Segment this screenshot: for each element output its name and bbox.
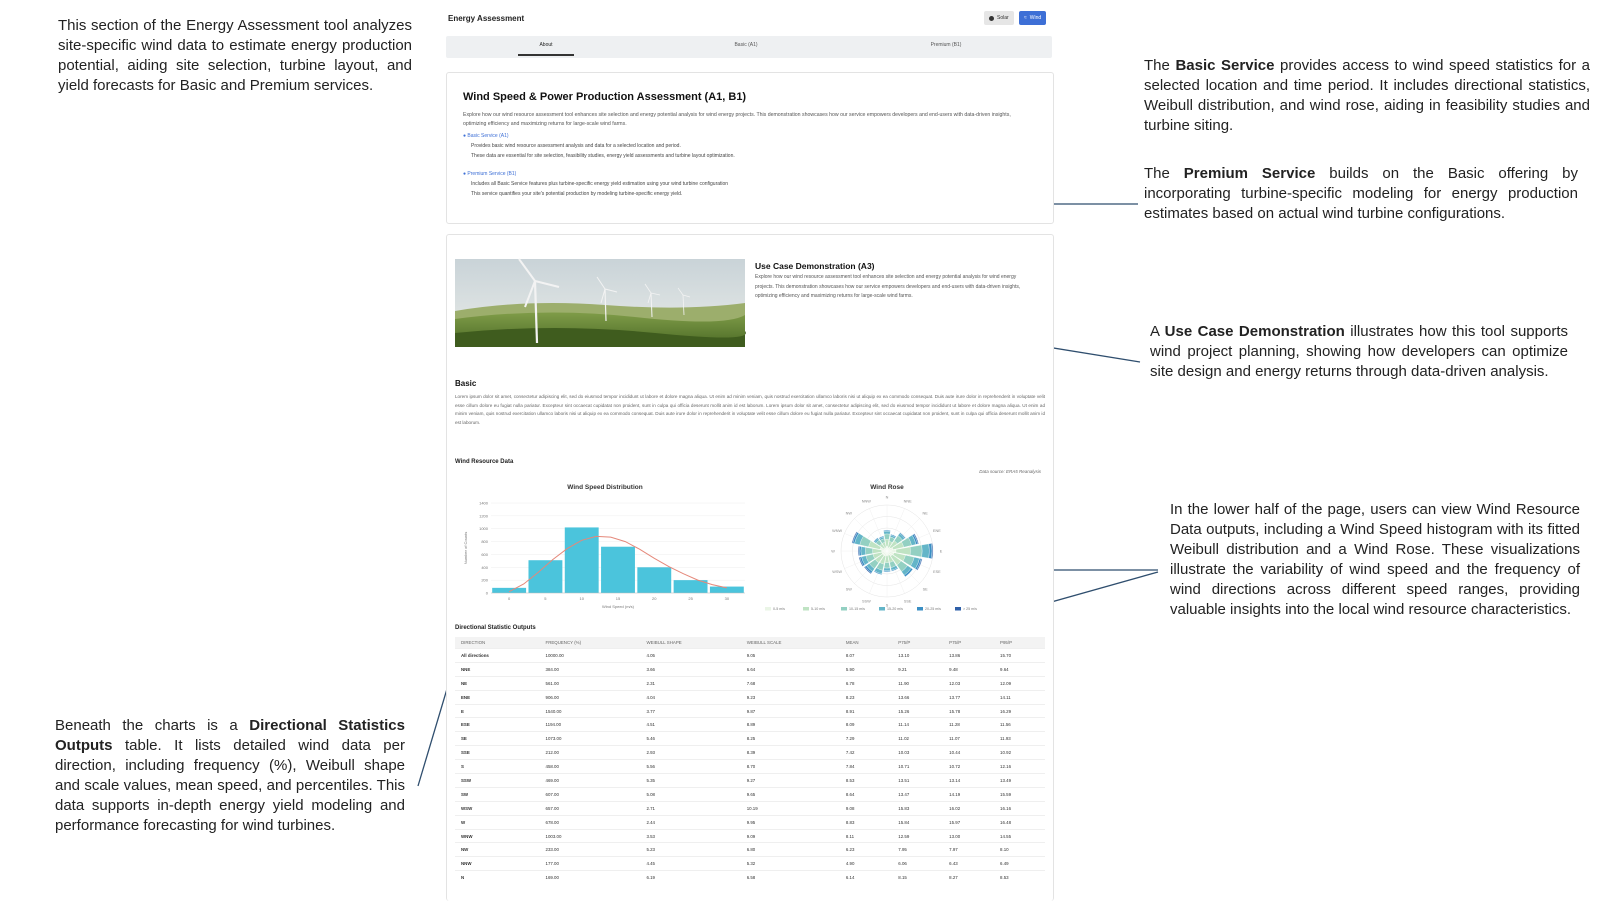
- rose-direction-label: E: [939, 549, 943, 554]
- wind-label: Wind: [1029, 15, 1042, 21]
- rose-sector: [884, 531, 891, 534]
- table-cell: 6.49: [994, 857, 1045, 871]
- rose-sector: [884, 568, 891, 571]
- rose-legend-label: 15-20 m/s: [887, 607, 903, 611]
- table-row: [455, 801, 1045, 815]
- table-row: [455, 787, 1045, 801]
- table-cell: 8.25: [741, 732, 840, 746]
- tab-basic[interactable]: Basic (A1): [734, 42, 758, 48]
- tab-about[interactable]: About: [516, 42, 576, 48]
- table-cell: 7.29: [840, 732, 892, 746]
- table-header-cell: WEIBULL SCALE: [741, 637, 840, 649]
- x-tick-label: 30: [724, 596, 730, 601]
- note-table-post: table. It lists detailed wind data per direction, including frequency (%), Weibull shape and scale values, mean speed, and percentiles. This data supports in-depth energy yield modeling and performance forecasting for wind turbines.: [55, 737, 405, 834]
- table-cell: 8.07: [840, 649, 892, 663]
- basic-service-item: [463, 131, 735, 161]
- table-cell: SW: [455, 787, 540, 801]
- rose-legend-swatch: [955, 607, 961, 611]
- wind-farm-illustration: [455, 259, 745, 347]
- table-cell: 2.44: [640, 815, 740, 829]
- table-cell: 8.39: [741, 746, 840, 760]
- rose-sector: [910, 545, 922, 557]
- rose-legend-label: 20-25 m/s: [925, 607, 941, 611]
- table-row: [455, 704, 1045, 718]
- wind-speed-histogram: [455, 481, 755, 615]
- basic-heading: Basic: [455, 379, 477, 388]
- table-cell: S: [455, 760, 540, 774]
- rose-sector: [883, 530, 890, 531]
- assessment-intro: Explore how our wind resource assessment tool enhances site selection and energy potential analysis for wind energy projects. This demonstration showcases how our service empowers developers and end-users with data-driven insights, optimizing efficiency and maximizing returns for large-scale wind farms.: [463, 112, 1011, 127]
- table-cell: WNW: [455, 829, 540, 843]
- use-case-card: [446, 234, 1054, 901]
- table-row: [455, 676, 1045, 690]
- note-intro: This section of the Energy Assessment tool analyzes site-specific wind data to estimate energy production potential, aiding site selection, turbine layout, and yield forecasts for Basic and Premium services.: [58, 17, 412, 94]
- table-cell: 11.56: [994, 718, 1045, 732]
- x-tick-label: 15: [615, 596, 621, 601]
- x-tick-label: 0: [508, 596, 511, 601]
- y-tick-label: 1200: [479, 513, 488, 519]
- table-cell: 9.65: [741, 787, 840, 801]
- table-cell: 10.03: [892, 746, 943, 760]
- table-body: [455, 649, 1045, 885]
- table-header-cell: MEAN: [840, 637, 892, 649]
- basic-description: Lorem ipsum dolor sit amet, consectetur adipiscing elit, sed do eiusmod tempor incididunt ut labore et dolore magna aliqua. Ut enim ad minim veniam, quis nostrud exercitation ullamco laboris nisi ut aliquip ex ea commodo consequat. Duis aute irure dolor in reprehenderit in voluptate velit esse cillum dolore eu fugiat nulla pariatur. Excepteur sint occaecat cupidatat non proident, sunt in culpa qui officia deserunt mollit anim id est laborum. Lorem ipsum dolor sit amet, consectetur adipiscing elit, sed do eiusmod tempor incididunt ut labore et dolore magna aliqua. Ut enim ad minim veniam, quis nostrud exercitation ullamco laboris nisi ut aliquip ex ea commodo consequat. Duis aute irure dolor in reprehenderit in voluptate velit esse cillum dolore eu fugiat nulla pariatur. Excepteur sint occaecat cupidatat non proident, sunt in culpa qui officia deserunt mollit anim id est laborum.: [455, 394, 1045, 425]
- table-cell: 8.11: [840, 829, 892, 843]
- table-cell: 9.08: [840, 801, 892, 815]
- table-cell: 5.08: [640, 787, 740, 801]
- table-cell: 14.19: [943, 787, 994, 801]
- table-cell: 8.53: [994, 871, 1045, 884]
- table-cell: NNE: [455, 662, 540, 676]
- table-cell: 169.00: [540, 871, 641, 884]
- table-cell: 8.15: [892, 871, 943, 884]
- table-row: [455, 732, 1045, 746]
- table-cell: 1003.00: [540, 829, 641, 843]
- table-row: [455, 871, 1045, 884]
- rose-direction-label: NE: [922, 511, 928, 516]
- rose-legend-label: 10-15 m/s: [849, 607, 865, 611]
- rose-legend-swatch: [765, 607, 771, 611]
- y-tick-label: 400: [481, 564, 488, 570]
- table-cell: 906.00: [540, 690, 641, 704]
- table-cell: 10000.00: [540, 649, 641, 663]
- table-cell: 15.83: [892, 801, 943, 815]
- top-bar: [446, 8, 1052, 32]
- table-cell: 9.48: [943, 662, 994, 676]
- table-cell: 10.72: [943, 760, 994, 774]
- x-axis-label: Wind Speed (m/s): [601, 604, 635, 609]
- rose-direction-label: SSW: [862, 599, 871, 604]
- table-cell: 15.97: [943, 815, 994, 829]
- note-charts: In the lower half of the page, users can view Wind Resource Data outputs, including a Wind Speed histogram with its fitted Weibull distribution and a Wind Rose. These visualizations illustrate the variability of wind speed and the frequency of wind directions across different speed ranges, providing valuable insights into the local wind resource characteristics.: [1170, 501, 1580, 618]
- rose-legend-label: > 25 m/s: [963, 607, 977, 611]
- rose-legend-swatch: [803, 607, 809, 611]
- table-cell: 13.77: [943, 690, 994, 704]
- table-cell: 6.80: [741, 843, 840, 857]
- histogram-bar: [601, 547, 635, 593]
- table-cell: 15.78: [943, 704, 994, 718]
- solar-label: Solar: [997, 15, 1009, 21]
- y-tick-label: 1400: [479, 500, 488, 506]
- table-cell: 16.16: [994, 801, 1045, 815]
- table-cell: 8.10: [994, 843, 1045, 857]
- table-cell: 7.97: [943, 843, 994, 857]
- rose-direction-label: NNW: [861, 499, 871, 504]
- rose-sector: [883, 571, 890, 572]
- table-cell: NE: [455, 676, 540, 690]
- y-tick-label: 1000: [479, 526, 488, 532]
- table-row: [455, 760, 1045, 774]
- table-cell: All directions: [455, 649, 540, 663]
- rose-direction-label: WNW: [832, 528, 843, 533]
- energy-assessment-app: [446, 8, 1052, 900]
- y-tick-label: 200: [481, 577, 488, 583]
- x-tick-label: 10: [579, 596, 584, 601]
- table-cell: 2.31: [640, 676, 740, 690]
- table-cell: 6.64: [741, 662, 840, 676]
- directional-table-heading: Directional Statistic Outputs: [455, 625, 536, 631]
- table-cell: 9.27: [741, 774, 840, 788]
- note-premium-bold: Premium Service: [1183, 165, 1316, 182]
- table-cell: 10.19: [741, 801, 840, 815]
- rose-direction-label: WSW: [832, 570, 842, 575]
- table-cell: 6.23: [840, 843, 892, 857]
- table-cell: 4.90: [840, 857, 892, 871]
- table-cell: 469.00: [540, 774, 641, 788]
- table-row: [455, 843, 1045, 857]
- table-cell: 3.66: [640, 662, 740, 676]
- histogram-bar: [674, 580, 708, 593]
- table-row: [455, 857, 1045, 871]
- tab-bar: [446, 36, 1052, 58]
- table-cell: 177.00: [540, 857, 641, 871]
- table-cell: 6.14: [840, 871, 892, 884]
- table-cell: 11.02: [892, 732, 943, 746]
- table-cell: 9.64: [994, 662, 1045, 676]
- table-cell: 11.93: [994, 732, 1045, 746]
- table-row: [455, 718, 1045, 732]
- note-premium-pre: The: [1144, 165, 1184, 182]
- table-cell: 8.91: [840, 704, 892, 718]
- basic-service-line1: Provides basic wind resource assessment analysis and data for a selected location and period.: [471, 143, 681, 149]
- note-basic-bold: Basic Service: [1175, 57, 1275, 74]
- table-header-cell: P75/P: [892, 637, 943, 649]
- tab-premium[interactable]: Premium (B1): [930, 42, 962, 48]
- table-row: [455, 829, 1045, 843]
- rose-sector: [929, 543, 932, 558]
- table-cell: 13.47: [892, 787, 943, 801]
- y-axis-label: Number of Counts: [463, 531, 468, 565]
- table-cell: 12.16: [994, 760, 1045, 774]
- table-cell: 9.87: [741, 704, 840, 718]
- rose-direction-label: ENE: [932, 528, 941, 533]
- rose-direction-label: ESE: [933, 570, 941, 575]
- table-cell: 13.66: [892, 690, 943, 704]
- rose-legend-label: 0-5 m/s: [773, 607, 785, 611]
- table-cell: 14.55: [994, 829, 1045, 843]
- table-cell: SSE: [455, 746, 540, 760]
- basic-service-title: ● Basic Service (A1): [463, 131, 735, 141]
- note-basic-pre: The: [1144, 57, 1176, 74]
- sun-icon: [989, 16, 994, 21]
- rose-sector: [884, 563, 890, 569]
- table-cell: SE: [455, 732, 540, 746]
- table-cell: 4.51: [640, 718, 740, 732]
- assessment-card: [446, 72, 1054, 224]
- table-row: [455, 746, 1045, 760]
- table-header-cell: P75/P: [943, 637, 994, 649]
- table-row: [455, 774, 1045, 788]
- note-usecase-post: illustrates how this tool supports wind project planning, showing how developers can optimize site design and energy returns through data-driven analysis.: [1150, 323, 1568, 380]
- table-cell: 8.83: [840, 815, 892, 829]
- use-case-title: Use Case Demonstration (A3): [755, 261, 875, 271]
- table-cell: 11.07: [943, 732, 994, 746]
- premium-service-item: [463, 169, 728, 199]
- table-cell: 233.00: [540, 843, 641, 857]
- table-cell: WSW: [455, 801, 540, 815]
- table-cell: 458.00: [540, 760, 641, 774]
- table-cell: 4.45: [640, 857, 740, 871]
- note-table-bold: Directional Statistics Outputs: [55, 717, 405, 754]
- rose-legend-swatch: [917, 607, 923, 611]
- histogram-title: Wind Speed Distribution: [567, 484, 643, 491]
- table-cell: 2.93: [640, 746, 740, 760]
- wind-rose-title: Wind Rose: [870, 484, 904, 491]
- wind-rose-chart: [773, 481, 1027, 615]
- table-cell: SSW: [455, 774, 540, 788]
- histogram-bar: [492, 588, 526, 593]
- table-cell: 12.09: [994, 676, 1045, 690]
- table-cell: 7.84: [840, 760, 892, 774]
- table-cell: E: [455, 704, 540, 718]
- rose-direction-label: NW: [845, 511, 852, 516]
- table-cell: 657.00: [540, 801, 641, 815]
- premium-service-line2: This service quantifies your site's potential production by modeling turbine-specific energy yield.: [471, 191, 683, 197]
- table-cell: 11.14: [892, 718, 943, 732]
- table-cell: 5.90: [840, 662, 892, 676]
- rose-sector: [861, 547, 866, 556]
- table-header-cell: DIRECTION: [455, 637, 540, 649]
- table-cell: 1540.00: [540, 704, 641, 718]
- note-usecase-pre: A: [1150, 323, 1165, 340]
- table-cell: ENE: [455, 690, 540, 704]
- rose-legend-label: 5-10 m/s: [811, 607, 825, 611]
- table-cell: 15.70: [994, 649, 1045, 663]
- table-cell: 3.53: [640, 829, 740, 843]
- table-cell: 16.02: [943, 801, 994, 815]
- table-cell: 8.27: [943, 871, 994, 884]
- table-cell: 16.48: [994, 815, 1045, 829]
- table-cell: 8.70: [741, 760, 840, 774]
- table-cell: 12.59: [892, 829, 943, 843]
- table-cell: 11.90: [892, 676, 943, 690]
- table-cell: 384.00: [540, 662, 641, 676]
- table-cell: 9.23: [741, 690, 840, 704]
- table-row: [455, 690, 1045, 704]
- table-cell: ESE: [455, 718, 540, 732]
- table-cell: 6.78: [840, 676, 892, 690]
- table-cell: 7.68: [741, 676, 840, 690]
- table-header-row: [455, 637, 1045, 649]
- table-cell: 16.29: [994, 704, 1045, 718]
- rose-legend-swatch: [841, 607, 847, 611]
- table-cell: 6.06: [892, 857, 943, 871]
- rose-sector: [884, 534, 890, 540]
- x-tick-label: 25: [688, 596, 693, 601]
- rose-legend-swatch: [879, 607, 885, 611]
- table-cell: 13.14: [943, 774, 994, 788]
- table-cell: 15.26: [892, 704, 943, 718]
- wind-resource-heading: Wind Resource Data: [455, 459, 514, 465]
- rose-direction-label: NNE: [903, 499, 912, 504]
- note-table-pre: Beneath the charts is a: [55, 717, 250, 734]
- table-cell: 10.92: [994, 746, 1045, 760]
- table-cell: NW: [455, 843, 540, 857]
- table-cell: 9.21: [892, 662, 943, 676]
- table-cell: 9.05: [741, 649, 840, 663]
- table-cell: 7.42: [840, 746, 892, 760]
- y-tick-label: 800: [481, 539, 488, 545]
- table-header-cell: FREQUENCY (%): [540, 637, 641, 649]
- data-source-note: Data source: ERA5 Reanalysis: [979, 469, 1041, 474]
- y-tick-label: 600: [481, 551, 488, 557]
- wind-icon: ≈: [1024, 15, 1027, 21]
- table-cell: 15.59: [994, 787, 1045, 801]
- table-cell: N: [455, 871, 540, 884]
- table-cell: 3.77: [640, 704, 740, 718]
- premium-service-line1: Includes all Basic Service features plus turbine-specific energy yield estimation using your wind turbine configuration: [471, 181, 729, 187]
- table-cell: 13.86: [943, 649, 994, 663]
- table-cell: 8.89: [741, 718, 840, 732]
- wind-farm-photo: [455, 259, 745, 347]
- table-cell: 561.00: [540, 676, 641, 690]
- table-row: [455, 815, 1045, 829]
- table-cell: 7.95: [892, 843, 943, 857]
- table-cell: 4.05: [640, 649, 740, 663]
- basic-service-line2: These data are essential for site selection, feasibility studies, energy yield assessments and turbine layout optimization.: [471, 153, 735, 159]
- app-title: Energy Assessment: [448, 14, 525, 23]
- table-cell: 6.19: [640, 871, 740, 884]
- rose-sector: [865, 547, 872, 554]
- table-cell: 2.71: [640, 801, 740, 815]
- premium-service-title: ● Premium Service (B1): [463, 169, 728, 179]
- table-row: [455, 662, 1045, 676]
- rose-direction-label: S: [885, 603, 889, 608]
- y-tick-label: 0: [485, 590, 488, 596]
- note-basic-post: provides access to wind speed statistics for a selected location and time period. It includes directional statistics, Weibull distribution, and wind rose, aiding in feasibility studies and turbine siting.: [1144, 57, 1591, 134]
- table-header-cell: P95/P: [994, 637, 1045, 649]
- table-cell: 14.11: [994, 690, 1045, 704]
- x-tick-label: 20: [652, 596, 657, 601]
- assessment-title: Wind Speed & Power Production Assessment (A1, B1): [463, 91, 747, 103]
- table-cell: 13.10: [892, 649, 943, 663]
- table-cell: 8.53: [840, 774, 892, 788]
- table-cell: 9.09: [741, 829, 840, 843]
- note-premium-post: builds on the Basic offering by incorporating turbine-specific modeling for energy production estimates based on actual wind turbine configurations.: [1144, 165, 1578, 222]
- table-cell: 13.00: [943, 829, 994, 843]
- table-cell: 13.49: [994, 774, 1045, 788]
- table-cell: 10.44: [943, 746, 994, 760]
- table-cell: 5.46: [640, 732, 740, 746]
- table-cell: 9.95: [741, 815, 840, 829]
- rose-direction-label: N: [885, 495, 889, 500]
- table-cell: 5.35: [640, 774, 740, 788]
- note-usecase-bold: Use Case Demonstration: [1164, 323, 1345, 340]
- table-cell: 4.04: [640, 690, 740, 704]
- table-row: [455, 649, 1045, 663]
- table-cell: 13.51: [892, 774, 943, 788]
- table-cell: 1194.00: [540, 718, 641, 732]
- table-cell: 8.23: [840, 690, 892, 704]
- table-cell: 212.00: [540, 746, 641, 760]
- table-cell: 5.56: [640, 760, 740, 774]
- table-cell: 678.00: [540, 815, 641, 829]
- solar-toggle[interactable]: [984, 11, 1014, 25]
- table-cell: 12.03: [943, 676, 994, 690]
- rose-direction-label: W: [831, 549, 835, 554]
- table-cell: 10.71: [892, 760, 943, 774]
- table-cell: 15.84: [892, 815, 943, 829]
- table-cell: 8.64: [840, 787, 892, 801]
- table-cell: 5.23: [640, 843, 740, 857]
- table-cell: 6.43: [943, 857, 994, 871]
- histogram-bar: [637, 567, 671, 593]
- table-cell: 5.32: [741, 857, 840, 871]
- directional-statistics-table: [455, 637, 1045, 884]
- table-cell: W: [455, 815, 540, 829]
- table-cell: 607.00: [540, 787, 641, 801]
- table-cell: NNW: [455, 857, 540, 871]
- rose-direction-label: SW: [845, 587, 852, 592]
- table-cell: 6.58: [741, 871, 840, 884]
- use-case-text: Explore how our wind resource assessment tool enhances site selection and energy potential analysis for wind energy projects. This demonstration showcases how our service empowers developers and end-users with data-driven insights, optimizing efficiency and maximizing returns for large-scale wind farms.: [755, 274, 1021, 299]
- table-cell: 11.28: [943, 718, 994, 732]
- table-cell: 1073.00: [540, 732, 641, 746]
- rose-direction-label: SE: [922, 587, 928, 592]
- table-cell: 8.09: [840, 718, 892, 732]
- table-header-cell: WEIBULL SHAPE: [640, 637, 740, 649]
- rose-sector: [922, 544, 930, 558]
- rose-direction-label: SSE: [903, 599, 912, 604]
- wind-toggle[interactable]: [1019, 11, 1046, 25]
- x-tick-label: 5: [544, 596, 547, 601]
